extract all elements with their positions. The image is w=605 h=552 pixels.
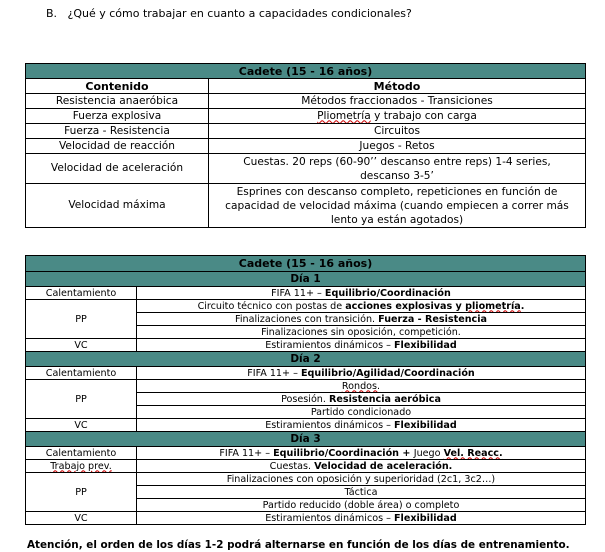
- activity-emphasis: Flexibilidad: [393, 339, 457, 351]
- footer-note: Atención, el orden de los días 1-2 podrá alternarse en función de los días de entrenamiento.: [27, 539, 570, 551]
- metodo-cell: Circuitos: [209, 124, 586, 139]
- activity-text: FIFA 11+ –: [271, 287, 325, 299]
- phase-label: PP: [26, 473, 137, 512]
- contenido-cell: Resistencia anaeróbica: [26, 94, 209, 109]
- activity-emphasis: Fuerza - Resistencia: [378, 313, 487, 325]
- activity-text: Posesión.: [281, 393, 329, 405]
- table-row: [26, 512, 586, 525]
- table-row: [26, 124, 586, 139]
- table-row: [26, 339, 586, 352]
- col-header-contenido: Contenido: [26, 79, 209, 94]
- table-row: [26, 154, 586, 184]
- table-row: [26, 460, 586, 473]
- schedule-table: [25, 255, 586, 525]
- section-number: B.: [46, 7, 58, 20]
- metodo-cell: Métodos fraccionados - Transiciones: [209, 94, 586, 109]
- activity-emphasis: Equilibrio/Coordinación: [324, 287, 451, 299]
- activity-text: FIFA 11+ –: [247, 367, 301, 379]
- section-title: ¿Qué y cómo trabajar en cuanto a capacidades condicionales?: [67, 7, 412, 20]
- activity-emphasis: Equilibrio/Coordinación +: [273, 447, 414, 459]
- activity-emphasis: Velocidad de aceleración.: [314, 460, 453, 472]
- activity-emphasis: Equilibrio/Agilidad/Coordinación: [300, 367, 475, 379]
- activity-text: Finalizaciones con transición.: [235, 313, 379, 325]
- activity-cell: [137, 512, 586, 525]
- method-table: [25, 63, 586, 228]
- activity-cell: [137, 460, 586, 473]
- activity-emphasis: Flexibilidad: [393, 512, 457, 524]
- day3-header: Día 3: [26, 432, 586, 447]
- table-row: [26, 109, 586, 124]
- activity-cell: Finalizaciones con oposición y superioridad (2c1, 3c2…): [137, 473, 586, 486]
- section-heading: [46, 7, 412, 20]
- table-row: [26, 184, 586, 228]
- phase-label: [26, 460, 137, 473]
- phase-label-text: Trabajo prev.: [50, 460, 112, 472]
- activity-cell: [137, 287, 586, 300]
- activity-text: Circuito técnico con postas de: [197, 300, 346, 312]
- contenido-cell: Fuerza explosiva: [26, 109, 209, 124]
- activity-cell: [137, 380, 586, 393]
- activity-emphasis: acciones explosivas y: [345, 300, 466, 312]
- activity-cell: [137, 447, 586, 460]
- activity-cell: Partido reducido (doble área) o completo: [137, 499, 586, 512]
- day2-header: Día 2: [26, 352, 586, 367]
- metodo-cell: Esprines con descanso completo, repeticiones en función de capacidad de velocidad máxima (cuando empiecen a correr más lento ya están agotados): [209, 184, 586, 228]
- activity-emphasis: Vel. Reacc.: [443, 447, 503, 459]
- phase-label: VC: [26, 512, 137, 525]
- phase-label: Calentamiento: [26, 447, 137, 460]
- contenido-cell: Fuerza - Resistencia: [26, 124, 209, 139]
- day1-header: Día 1: [26, 272, 586, 287]
- activity-emphasis: Resistencia aeróbica: [329, 393, 441, 405]
- table2-title: Cadete (15 - 16 años): [26, 256, 586, 272]
- activity-cell: Finalizaciones sin oposición, competición.: [137, 326, 586, 339]
- activity-text: Estiramientos dinámicos –: [265, 512, 394, 524]
- table-row: [26, 367, 586, 380]
- metodo-cell: Cuestas. 20 reps (60-90’’ descanso entre reps) 1-4 series, descanso 3-5’: [209, 154, 586, 184]
- table-row: [26, 447, 586, 460]
- activity-text: Cuestas.: [269, 460, 315, 472]
- activity-cell: [137, 313, 586, 326]
- table-row: [26, 94, 586, 109]
- contenido-cell: Velocidad máxima: [26, 184, 209, 228]
- table-row: [26, 287, 586, 300]
- activity-text: Estiramientos dinámicos –: [265, 419, 394, 431]
- activity-text: Juego: [413, 447, 444, 459]
- activity-emphasis: .: [520, 300, 525, 312]
- activity-cell: Partido condicionado: [137, 406, 586, 419]
- col-header-metodo: Método: [209, 79, 586, 94]
- activity-cell: [137, 300, 586, 313]
- activity-cell: [137, 419, 586, 432]
- activity-cell: [137, 393, 586, 406]
- activity-emphasis: pliometría: [465, 300, 521, 312]
- phase-label: VC: [26, 339, 137, 352]
- table-row: [26, 380, 586, 393]
- activity-cell: [137, 367, 586, 380]
- phase-label: Calentamiento: [26, 367, 137, 380]
- metodo-text: Pliometría: [317, 109, 371, 122]
- contenido-cell: Velocidad de reacción: [26, 139, 209, 154]
- contenido-cell: Velocidad de aceleración: [26, 154, 209, 184]
- table-row: [26, 419, 586, 432]
- activity-text: Estiramientos dinámicos –: [265, 339, 394, 351]
- table-row: [26, 473, 586, 486]
- activity-cell: Táctica: [137, 486, 586, 499]
- table1-title: Cadete (15 - 16 años): [26, 64, 586, 79]
- activity-cell: [137, 339, 586, 352]
- metodo-text: y trabajo con carga: [370, 109, 477, 122]
- phase-label: PP: [26, 380, 137, 419]
- table-row: [26, 139, 586, 154]
- table-row: [26, 300, 586, 313]
- activity-text: FIFA 11+ –: [219, 447, 274, 459]
- metodo-cell: [209, 109, 586, 124]
- activity-text: Rondos.: [341, 380, 381, 392]
- phase-label: Calentamiento: [26, 287, 137, 300]
- metodo-cell: Juegos - Retos: [209, 139, 586, 154]
- phase-label: PP: [26, 300, 137, 339]
- activity-emphasis: Flexibilidad: [393, 419, 457, 431]
- phase-label: VC: [26, 419, 137, 432]
